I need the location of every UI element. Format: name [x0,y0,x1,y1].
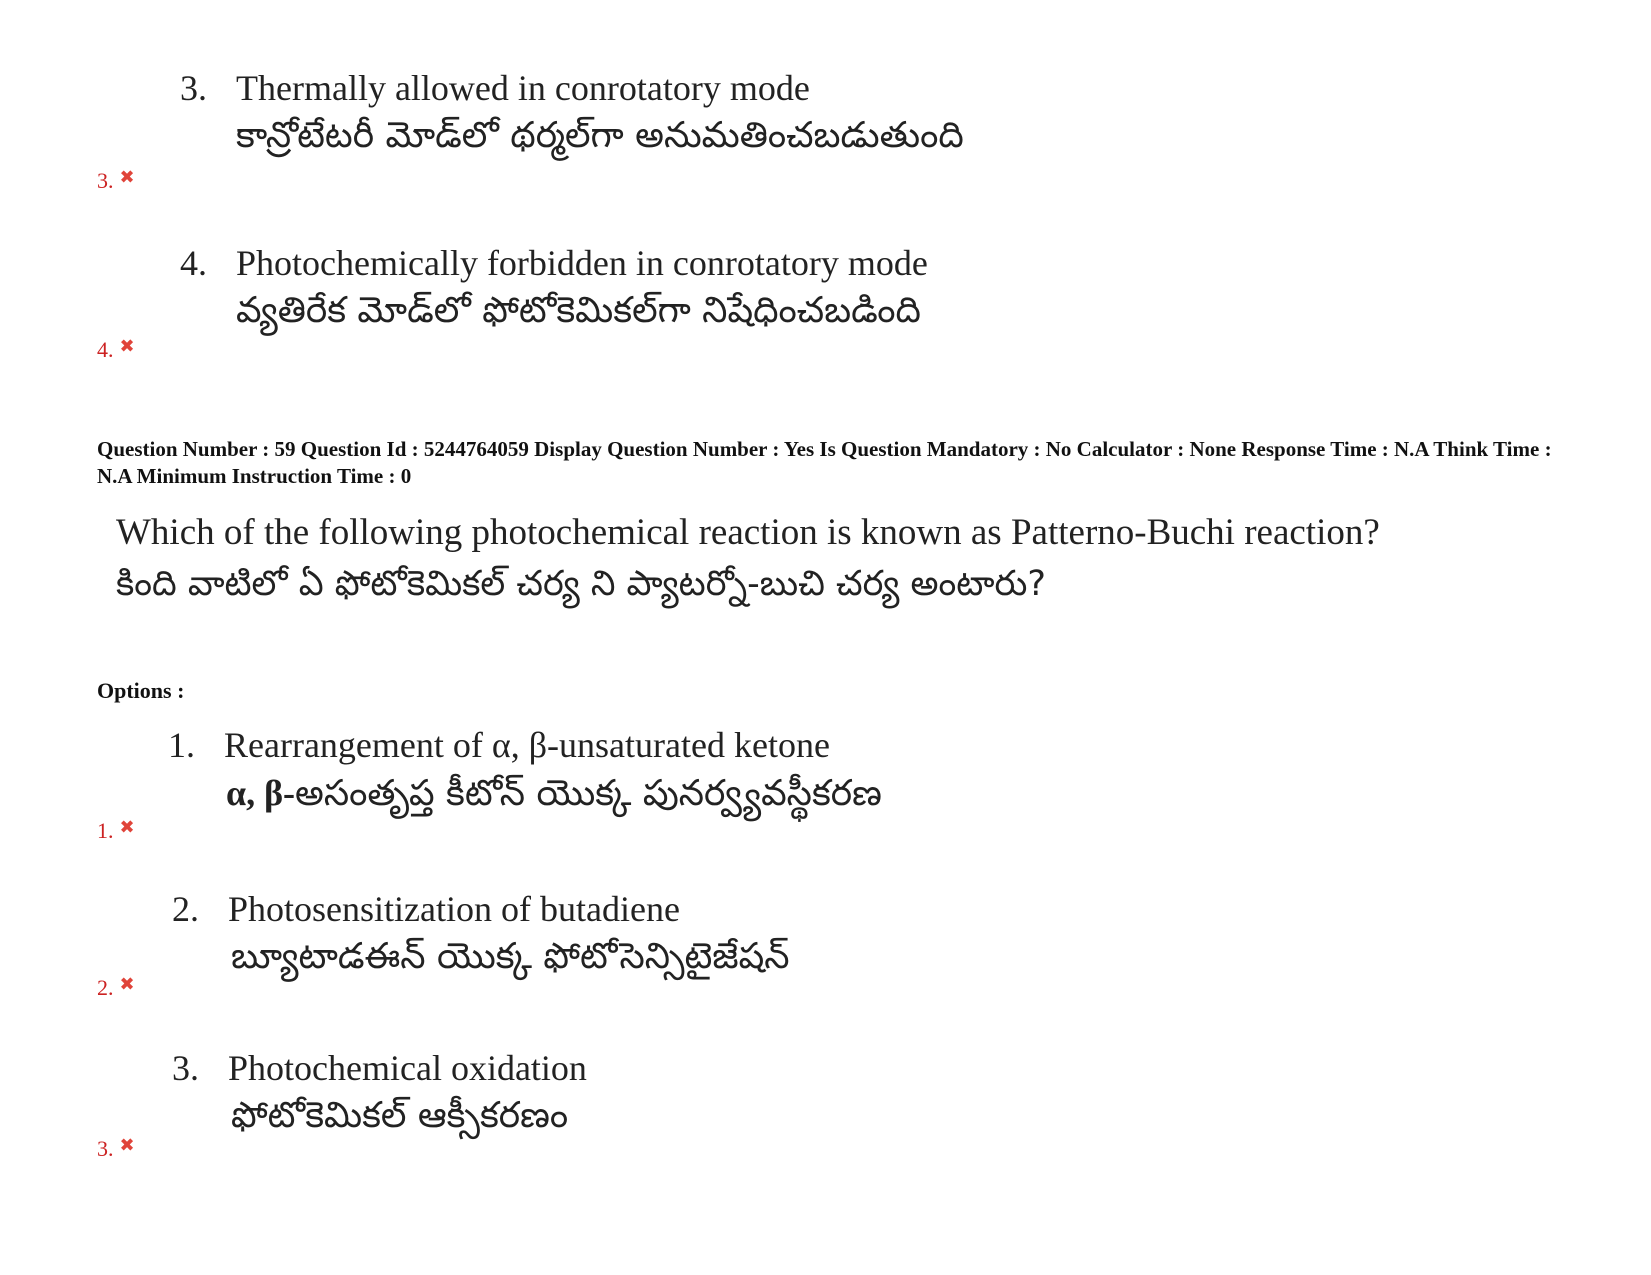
option-2-english [172,889,680,929]
question-meta: Question Number : 59 Question Id : 5244764059 Display Question Number : Yes Is Question Mandatory : No Calculator : None Response Time : N.A Think Time : N.A Minimum Instruction Time : 0 [97,437,1552,488]
option-3-telugu: ఫోటోకెమికల్ ఆక్సీకరణం [231,1095,569,1136]
option-3-english [172,1048,587,1088]
prev-option-4-marker[interactable] [97,337,135,363]
cross-icon: ✖ [119,1135,135,1156]
prev-option-3-marker[interactable] [97,168,135,194]
option-3-english-text: Photochemical oxidation [228,1048,587,1088]
option-3-marker-label: 3. [97,1136,114,1161]
cross-icon: ✖ [119,336,135,357]
option-1-marker[interactable] [97,818,135,844]
prev-option-4-english [180,243,928,283]
prev-option-4-telugu: వ్యతిరేక మోడ్‌లో ఫోటోకెమికల్‌గా నిషేధించబడింది [236,290,921,331]
option-2-number: 2. [172,889,199,929]
cross-icon: ✖ [119,817,135,838]
option-2-english-text: Photosensitization of butadiene [228,889,680,929]
option-1-telugu-text: అసంతృప్త కీటోన్ యొక్క పునర్వ్యవస్థీకరణ [295,773,882,814]
prev-option-3-number: 3. [180,68,207,108]
prev-option-4-english-text: Photochemically forbidden in conrotatory mode [236,243,928,283]
prev-option-4-number: 4. [180,243,207,283]
option-2-marker[interactable] [97,975,135,1001]
option-1-number: 1. [168,725,195,765]
option-2-telugu: బ్యూటాడఈన్ యొక్క ఫోటోసెన్సిటైజేషన్ [231,936,790,977]
prev-option-3-english [180,68,810,108]
option-1-english-text: Rearrangement of α, β-unsaturated ketone [224,725,830,765]
cross-icon: ✖ [119,974,135,995]
option-2-marker-label: 2. [97,975,114,1000]
prev-option-3-marker-label: 3. [97,168,114,193]
prev-option-3-english-text: Thermally allowed in conrotatory mode [236,68,810,108]
question-text-telugu: కింది వాటిలో ఏ ఫోటోకెమికల్ చర్య ని ప్యాటర్నో-బుచి చర్య అంటారు? [116,564,1046,604]
option-1-telugu [226,771,882,816]
option-1-english [168,725,830,765]
prev-option-4-marker-label: 4. [97,337,114,362]
option-1-telugu-prefix: α, β- [226,773,296,813]
prev-option-3-telugu: కాన్రోటేటరీ మోడ్‌లో థర్మల్‌గా అనుమతించబడుతుంది [236,115,964,156]
option-1-marker-label: 1. [97,818,114,843]
options-label: Options : [97,678,185,703]
option-3-number: 3. [172,1048,199,1088]
cross-icon: ✖ [119,167,135,188]
question-text-english: Which of the following photochemical reaction is known as Patterno-Buchi reaction? [116,512,1380,553]
option-3-marker[interactable] [97,1136,135,1162]
